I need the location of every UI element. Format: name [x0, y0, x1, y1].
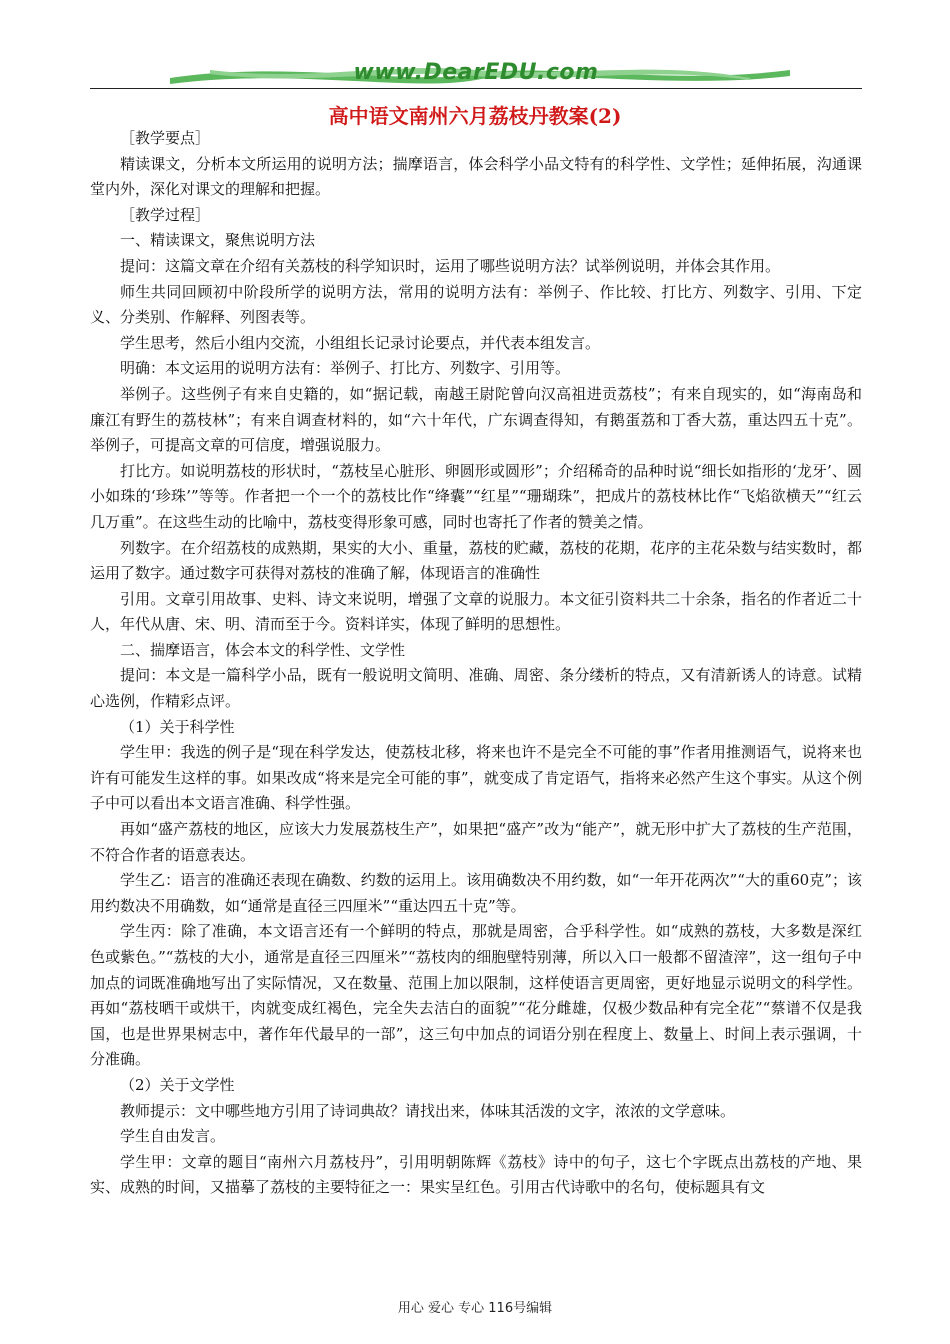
paragraph: 列数字。在介绍荔枝的成熟期，果实的大小、重量，荔枝的贮藏，荔枝的花期，花序的主花朵数与结实数时，都运用了数字。通过数字可获得对荔枝的准确了解，体现语言的准确性	[90, 538, 862, 583]
paragraph: （1）关于科学性	[120, 717, 235, 736]
paragraph: 精读课文，分析本文所运用的说明方法；揣摩语言，体会科学小品文特有的科学性、文学性；延伸拓展，沟通课堂内外，深化对课文的理解和把握。	[90, 154, 862, 199]
paragraph: 一、精读课文，聚焦说明方法	[120, 231, 316, 250]
paragraph: 学生思考，然后小组内交流，小组组长记录讨论要点，并代表本组发言。	[120, 333, 601, 352]
paragraph: （2）关于文学性	[120, 1075, 235, 1094]
paragraph: 打比方。如说明荔枝的形状时，“荔枝呈心脏形、卵圆形或圆形”；介绍稀奇的品种时说“细长如指形的‘龙牙’、圆小如珠的‘珍珠’”等等。作者把一个一个的荔枝比作“绛囊”“红星”“珊瑚珠”，把成片的荔枝林比作“飞焰欲横天”“红云几万重”。在这些生动的比喻中，荔枝变得形象可感，同时也寄托了作者的赞美之情。	[90, 461, 862, 531]
paragraph: 学生乙：语言的准确还表现在确数、约数的运用上。该用确数决不用约数，如“一年开花两次”“大的重60克”；该用约数决不用确数，如“通常是直径三四厘米”“重达四五十克”等。	[90, 871, 862, 915]
paragraph: 举例子。这些例子有来自史籍的，如“据记载，南越王尉陀曾向汉高祖进贡荔枝”；有来自现实的，如“海南岛和廉江有野生的荔枝林”；有来自调查材料的，如“六十年代，广东调查得知，有鹅蛋荔和丁香大荔，重达四五十克”。举例子，可提高文章的可信度，增强说服力。	[90, 384, 862, 455]
paragraph: 明确：本文运用的说明方法有：举例子、打比方、列数字、引用等。	[120, 359, 571, 378]
site-logo-text[interactable]: www.DearEDU.com	[353, 60, 599, 85]
paragraph: 教师提示：文中哪些地方引用了诗词典故？请找出来，体味其活泼的文字，浓浓的文学意味。	[120, 1101, 736, 1120]
document-body	[90, 126, 862, 1201]
paragraph: 学生甲：文章的题目“南州六月荔枝丹”，引用明朝陈辉《荔枝》诗中的句子，这七个字既点出荔枝的产地、果实、成熟的时间，又描摹了荔枝的主要特征之一：果实呈红色。引用古代诗歌中的名句，使标题具有文	[90, 1152, 862, 1197]
site-header-banner	[90, 56, 862, 96]
paragraph: 二、揣摩语言，体会本文的科学性、文学性	[120, 640, 406, 659]
paragraph: 提问：这篇文章在介绍有关荔枝的科学知识时，运用了哪些说明方法？试举例说明，并体会其作用。	[120, 256, 781, 275]
page-title: 高中语文南州六月荔枝丹教案(2)	[328, 104, 622, 128]
paragraph: 引用。文章引用故事、史料、诗文来说明，增强了文章的说服力。本文征引资料共二十余条，指名的作者近二十人，年代从唐、宋、明、清而至于今。资料详实，体现了鲜明的思想性。	[90, 589, 862, 634]
paragraph: 提问：本文是一篇科学小品，既有一般说明文简明、准确、周密、条分缕析的特点，又有清新诱人的诗意。试精心选例，作精彩点评。	[90, 666, 862, 711]
paragraph: 学生甲：我选的例子是“现在科学发达，使荔枝北移，将来也许不是完全不可能的事”作者用推测语气，说将来也许有可能发生这样的事。如果改成“将来是完全可能的事”，就变成了肯定语气，指将来必然产生这个事实。从这个例子中可以看出本文语言准确、科学性强。	[90, 743, 862, 813]
paragraph: 学生丙：除了准确，本文语言还有一个鲜明的特点，那就是周密，合乎科学性。如“成熟的荔枝，大多数是深红色或紫色。”“荔枝的大小，通常是直径三四厘米”“荔枝肉的细胞壁特别薄，所以入口一般都不留渣滓”，这一组句子中加点的词既准确地写出了实际情况，又在数量、范围上加以限制，这样使语言更周密，更好地显示说明文的科学性。再如“荔枝晒干或烘干，肉就变成红褐色，完全失去洁白的面貌”“花分雌雄，仅极少数品种有完全花”“蔡谱不仅是我国，也是世界果树志中，著作年代最早的一部”，这三句中加点的词语分别在程度上、数量上、时间上表示强调，十分准确。	[90, 922, 862, 1069]
header-divider	[90, 88, 862, 89]
paragraph: ［教学要点］	[120, 129, 211, 147]
paragraph: ［教学过程］	[120, 205, 211, 224]
page-footer: 用心 爱心 专心 116号编辑	[397, 1301, 553, 1316]
paragraph: 师生共同回顾初中阶段所学的说明方法，常用的说明方法有：举例子、作比较、打比方、列数字、引用、下定义、分类别、作解释、列图表等。	[90, 282, 862, 327]
paragraph: 再如“盛产荔枝的地区，应该大力发展荔枝生产”，如果把“盛产”改为“能产”，就无形中扩大了荔枝的生产范围，不符合作者的语意表达。	[90, 820, 862, 864]
paragraph: 学生自由发言。	[120, 1127, 226, 1146]
